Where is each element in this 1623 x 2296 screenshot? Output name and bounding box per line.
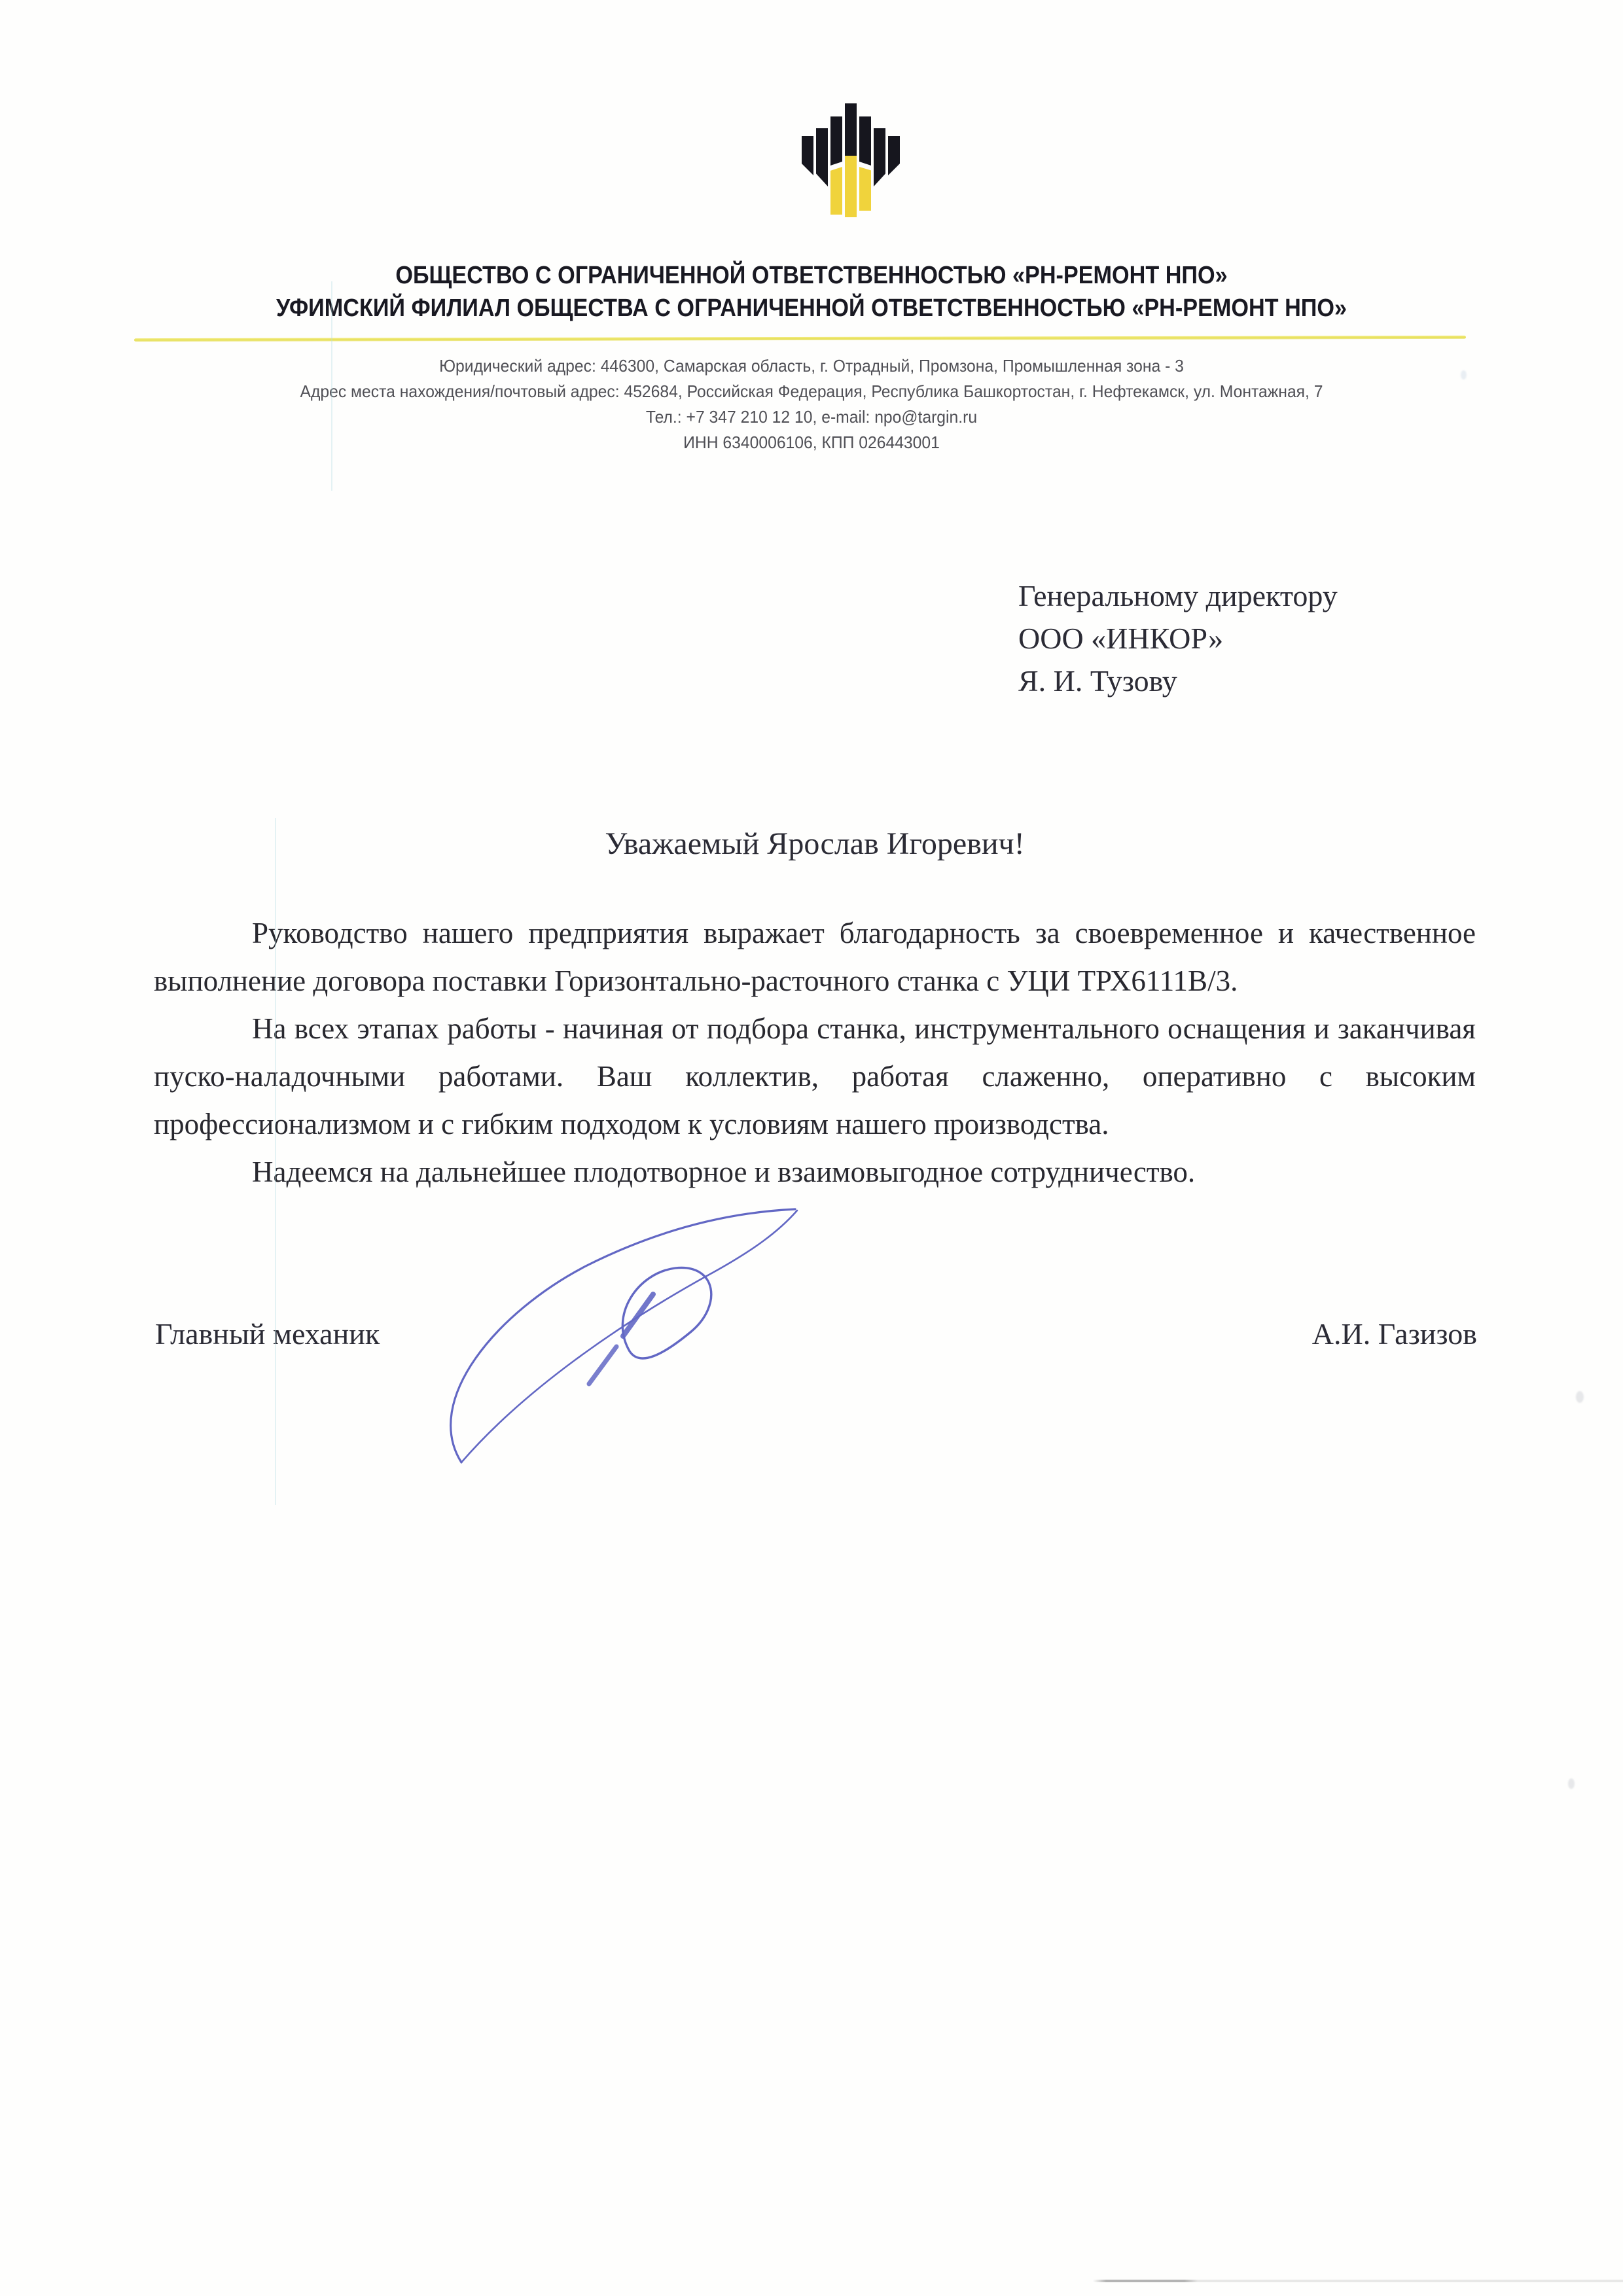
handwritten-signature xyxy=(393,1184,825,1492)
logo-bar xyxy=(874,128,885,186)
scan-streak xyxy=(275,818,276,1505)
scan-smudge xyxy=(1461,370,1467,380)
company-name-block xyxy=(0,259,1623,325)
body-paragraph-2: На всех этапах работы - начиная от подбора станка, инструментального оснащения и заканчивая пуско-наладочными работами. Ваш коллектив, работая слаженно, оперативно с высоким профессионализмом и с гибким подходом к условиям нашего производства. xyxy=(154,1012,1476,1140)
letterhead-divider xyxy=(134,336,1466,342)
logo-bar xyxy=(830,116,842,166)
logo-bar-yellow xyxy=(859,167,871,211)
logo-bar xyxy=(802,136,813,175)
signoff-name: А.И. Газизов xyxy=(1311,1317,1477,1351)
inn-kpp-line: ИНН 6340006106, КПП 026443001 xyxy=(683,433,940,452)
logo-bar xyxy=(888,136,900,175)
legal-address-line: Юридический адрес: 446300, Самарская область, г. Отрадный, Промзона, Промышленная зона - 3 xyxy=(439,356,1184,376)
body-paragraph-1: Руководство нашего предприятия выражает благодарность за своевременное и качественное выполнение договора поставки Горизонтально-расточного станка с УЦИ ТРХ6111В/3. xyxy=(154,917,1476,997)
phone-email-line: Тел.: +7 347 210 12 10, e-mail: npo@targin.ru xyxy=(645,407,978,427)
letter-body xyxy=(154,910,1476,1196)
logo-bar-yellow xyxy=(845,156,857,217)
rosneft-logo xyxy=(802,102,901,220)
body-paragraph-3: Надеемся на дальнейшее плодотворное и взаимовыгодное сотрудничество. xyxy=(252,1156,1196,1188)
scan-smudge xyxy=(1576,1391,1584,1403)
signature-ink xyxy=(451,1209,797,1462)
logo-bar xyxy=(859,116,871,166)
recipient-position: Генеральному директору xyxy=(1018,579,1338,612)
contacts-block xyxy=(0,353,1623,455)
scan-smudge xyxy=(1568,1778,1575,1789)
postal-address-line: Адрес места нахождения/почтовый адрес: 452684, Российская Федерация, Республика Башкортостан, г. Нефтекамск, ул. Монтажная, 7 xyxy=(300,381,1323,401)
logo-bar-yellow xyxy=(830,167,842,215)
company-name-line-1: ОБЩЕСТВО С ОГРАНИЧЕННОЙ ОТВЕТСТВЕННОСТЬЮ «РН-РЕМОНТ НПО» xyxy=(395,262,1228,289)
scan-streak xyxy=(331,281,332,491)
logo-bar xyxy=(845,103,857,156)
signoff-position-title: Главный механик xyxy=(155,1317,380,1351)
recipient-person: Я. И. Тузову xyxy=(1018,664,1177,698)
salutation: Уважаемый Ярослав Игоревич! xyxy=(605,826,1025,861)
recipient-company: ООО «ИНКОР» xyxy=(1018,622,1224,655)
scan-bottom-edge xyxy=(0,2280,1623,2282)
recipient-block xyxy=(1018,574,1338,702)
company-name-line-2: УФИМСКИЙ ФИЛИАЛ ОБЩЕСТВА С ОГРАНИЧЕННОЙ ОТВЕТСТВЕННОСТЬЮ «РН-РЕМОНТ НПО» xyxy=(276,294,1347,322)
logo-bar xyxy=(816,128,828,186)
